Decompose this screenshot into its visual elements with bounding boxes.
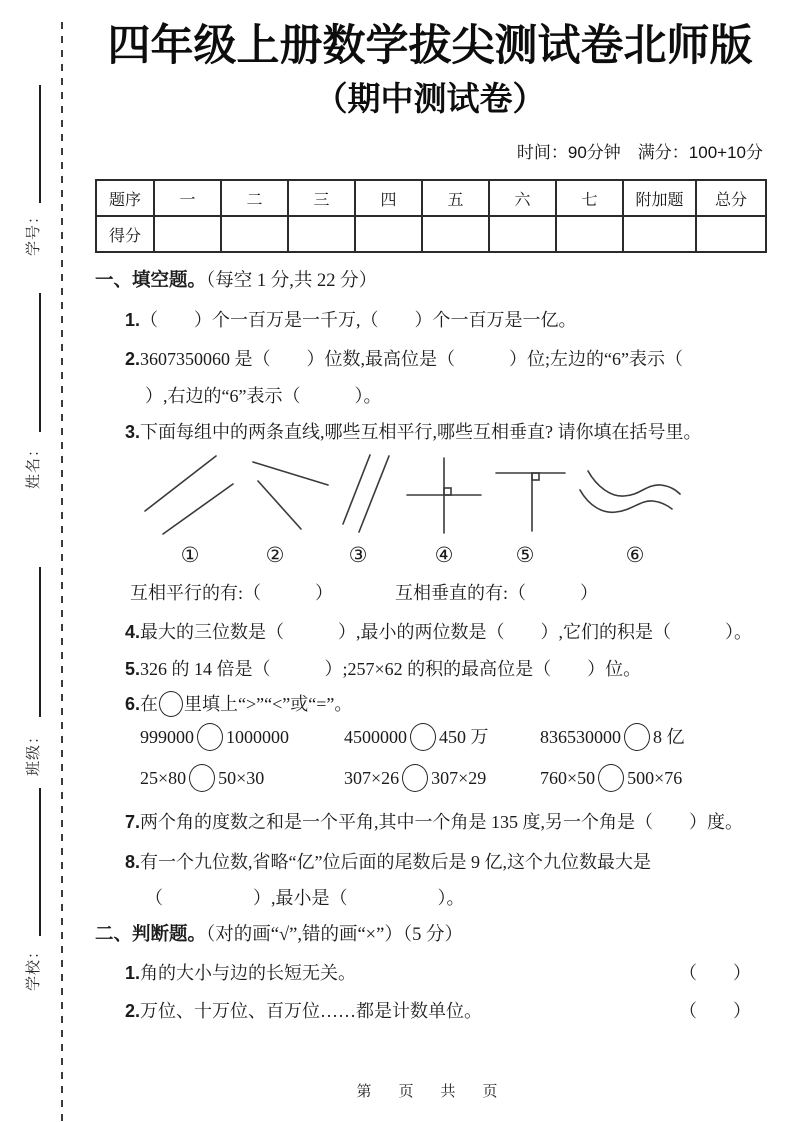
figure-label-4: ④	[434, 543, 454, 568]
judge-answer-blank: （ ）	[679, 963, 751, 984]
question-8-text-line1: 有一个九位数,省略“亿”位后面的尾数后是 9 亿,这个九位数最大是	[140, 852, 651, 873]
comparison-circle-icon	[598, 764, 624, 792]
comparison-circle-icon	[189, 764, 215, 792]
question-7-text: 两个角的度数之和是一个平角,其中一个角是 135 度,另一个角是（ ）度。	[140, 812, 744, 833]
question-6-suffix: 里填上“>”“<”或“=”。	[184, 694, 353, 715]
question-7	[95, 809, 765, 835]
question-1-text: （ ）个一百万是一千万,（ ）个一百万是一亿。	[140, 310, 577, 331]
page-subtitle: （期中测试卷）	[314, 80, 546, 118]
class-label: 班级：	[26, 728, 42, 777]
section-2-note: （对的画“√”,错的画“×”）（5 分）	[206, 925, 463, 946]
comparison-circle-icon	[402, 764, 428, 792]
line-pairs-figure	[95, 445, 765, 571]
exam-meta: 时间：90分钟 满分：100+10分	[516, 143, 763, 163]
answer-gap	[333, 580, 395, 606]
page-footer: 第 页 共 页	[356, 1084, 504, 1100]
section-2-heading	[95, 921, 765, 948]
score-empty-cell	[696, 216, 766, 252]
comparison-right: 8 亿	[653, 727, 685, 748]
judge-question-1	[95, 960, 765, 986]
comparison-right: 450 万	[439, 727, 489, 748]
judge-question-2-text: 万位、十万位、百万位……都是计数单位。	[140, 1001, 483, 1022]
score-table-header-cell: 总分	[696, 180, 766, 216]
comparison-circle-icon	[197, 723, 223, 751]
question-7-number: 7.	[125, 812, 141, 833]
comparison-right: 50×30	[218, 768, 265, 789]
comparison-left: 999000	[140, 727, 194, 748]
figure-pair-3-parallel-steep-lines	[343, 455, 389, 532]
page-title: 四年级上册数学拔尖测试卷北师版	[107, 22, 753, 70]
class-writing-line	[39, 567, 41, 717]
question-4	[95, 619, 765, 645]
comparison-right: 1000000	[226, 727, 289, 748]
seal-line-divider	[61, 22, 63, 1122]
score-empty-cell	[489, 216, 556, 252]
judge-question-2-number: 2.	[125, 1001, 141, 1022]
score-label-cell: 得分	[96, 216, 154, 252]
comparison-item	[140, 764, 344, 792]
question-3-answer-line	[95, 580, 765, 606]
section-1-heading	[95, 267, 765, 294]
comparison-item	[540, 764, 682, 792]
test-paper	[95, 0, 765, 1122]
section-1-note: （每空 1 分,共 22 分）	[206, 271, 378, 292]
score-table-header-cell: 题序	[96, 180, 154, 216]
judge-question-1-number: 1.	[125, 963, 141, 984]
comparison-circle-icon	[624, 723, 650, 751]
comparison-left: 760×50	[540, 768, 596, 789]
score-table-header-cell: 三	[288, 180, 355, 216]
question-6	[95, 691, 765, 717]
judge-question-text	[125, 998, 482, 1024]
score-table	[95, 179, 767, 253]
score-table-header-cell: 四	[355, 180, 422, 216]
question-3-number: 3.	[125, 422, 141, 443]
comparison-left: 836530000	[540, 727, 621, 748]
question-1	[95, 307, 765, 333]
score-table-header-cell: 五	[422, 180, 489, 216]
question-2-number: 2.	[125, 349, 141, 370]
score-table-header-cell: 六	[489, 180, 556, 216]
score-empty-cell	[288, 216, 355, 252]
question-4-text: 最大的三位数是（ ）,最小的两位数是（ ）,它们的积是（ ）。	[140, 622, 753, 643]
perpendicular-answer-blank: 互相垂直的有:（ ）	[395, 583, 598, 604]
question-5	[95, 656, 765, 682]
score-empty-cell	[355, 216, 422, 252]
figure-label-6: ⑥	[625, 543, 645, 568]
comparison-row-2	[95, 764, 765, 792]
comparison-right: 307×29	[431, 768, 487, 789]
figure-pair-5-perpendicular-t-shape	[496, 473, 565, 531]
score-empty-cell	[556, 216, 623, 252]
parallel-answer-blank: 互相平行的有:（ ）	[130, 583, 333, 604]
score-table-header-cell: 二	[221, 180, 288, 216]
comparison-item	[540, 723, 685, 751]
figure-pair-1-parallel-slanted-lines	[145, 456, 233, 534]
figure-pair-6-wavy-curves	[580, 471, 680, 512]
section-1-title: 一、填空题。	[95, 269, 207, 291]
judge-answer-blank: （ ）	[679, 1001, 751, 1022]
question-8-text-line2: （ ）,最小是（ ）。	[145, 888, 465, 909]
figure-pair-2-intersecting-angle-lines	[253, 462, 328, 529]
comparison-left: 4500000	[344, 727, 407, 748]
figure-label-5: ⑤	[515, 543, 535, 568]
question-5-text: 326 的 14 倍是（ ）;257×62 的积的最高位是（ ）位。	[140, 659, 642, 680]
school-label: 学校：	[26, 943, 42, 992]
figure-label-2: ②	[265, 543, 285, 568]
question-8	[95, 849, 765, 875]
question-2-continuation	[95, 383, 765, 409]
question-8-continuation	[95, 885, 765, 911]
section-2-title: 二、判断题。	[95, 923, 207, 945]
score-table-header-cell: 七	[556, 180, 623, 216]
question-2-text-line2: ）,右边的“6”表示（ ）。	[145, 386, 382, 407]
score-empty-cell	[422, 216, 489, 252]
question-5-number: 5.	[125, 659, 141, 680]
score-table-score-row	[96, 216, 766, 252]
judge-question-text	[125, 960, 356, 986]
figure-label-1: ①	[180, 543, 200, 568]
question-3	[95, 419, 765, 445]
comparison-item	[344, 764, 540, 792]
student-name-writing-line	[39, 293, 41, 432]
judge-question-1-text: 角的大小与边的长短无关。	[140, 963, 357, 984]
question-8-number: 8.	[125, 852, 141, 873]
figure-pair-4-perpendicular-cross	[407, 458, 481, 533]
question-2-text-line1: 3607350060 是（ ）位数,最高位是（ ）位;左边的“6”表示（	[140, 349, 683, 370]
score-empty-cell	[623, 216, 696, 252]
question-2	[95, 346, 765, 372]
comparison-circle-icon	[159, 691, 183, 717]
comparison-right: 500×76	[627, 768, 683, 789]
question-6-number: 6.	[125, 694, 141, 715]
comparison-item	[344, 723, 540, 751]
question-6-prefix: 在	[140, 694, 159, 715]
comparison-left: 307×26	[344, 768, 400, 789]
comparison-item	[140, 723, 344, 751]
student-name-label: 姓名：	[26, 441, 42, 490]
question-3-text: 下面每组中的两条直线,哪些互相平行,哪些互相垂直? 请你填在括号里。	[140, 422, 702, 443]
score-table-header-row	[96, 180, 766, 216]
question-4-number: 4.	[125, 622, 141, 643]
line-pairs-drawing	[95, 445, 765, 541]
student-number-label: 学号：	[26, 208, 42, 257]
score-table-header-cell: 一	[154, 180, 221, 216]
figure-label-3: ③	[348, 543, 368, 568]
judge-question-2	[95, 998, 765, 1024]
score-empty-cell	[221, 216, 288, 252]
comparison-circle-icon	[410, 723, 436, 751]
question-1-number: 1.	[125, 310, 141, 331]
score-empty-cell	[154, 216, 221, 252]
comparison-row-1	[95, 723, 765, 751]
school-writing-line	[39, 788, 41, 936]
comparison-left: 25×80	[140, 768, 187, 789]
student-number-writing-line	[39, 85, 41, 203]
score-table-header-cell: 附加题	[623, 180, 696, 216]
